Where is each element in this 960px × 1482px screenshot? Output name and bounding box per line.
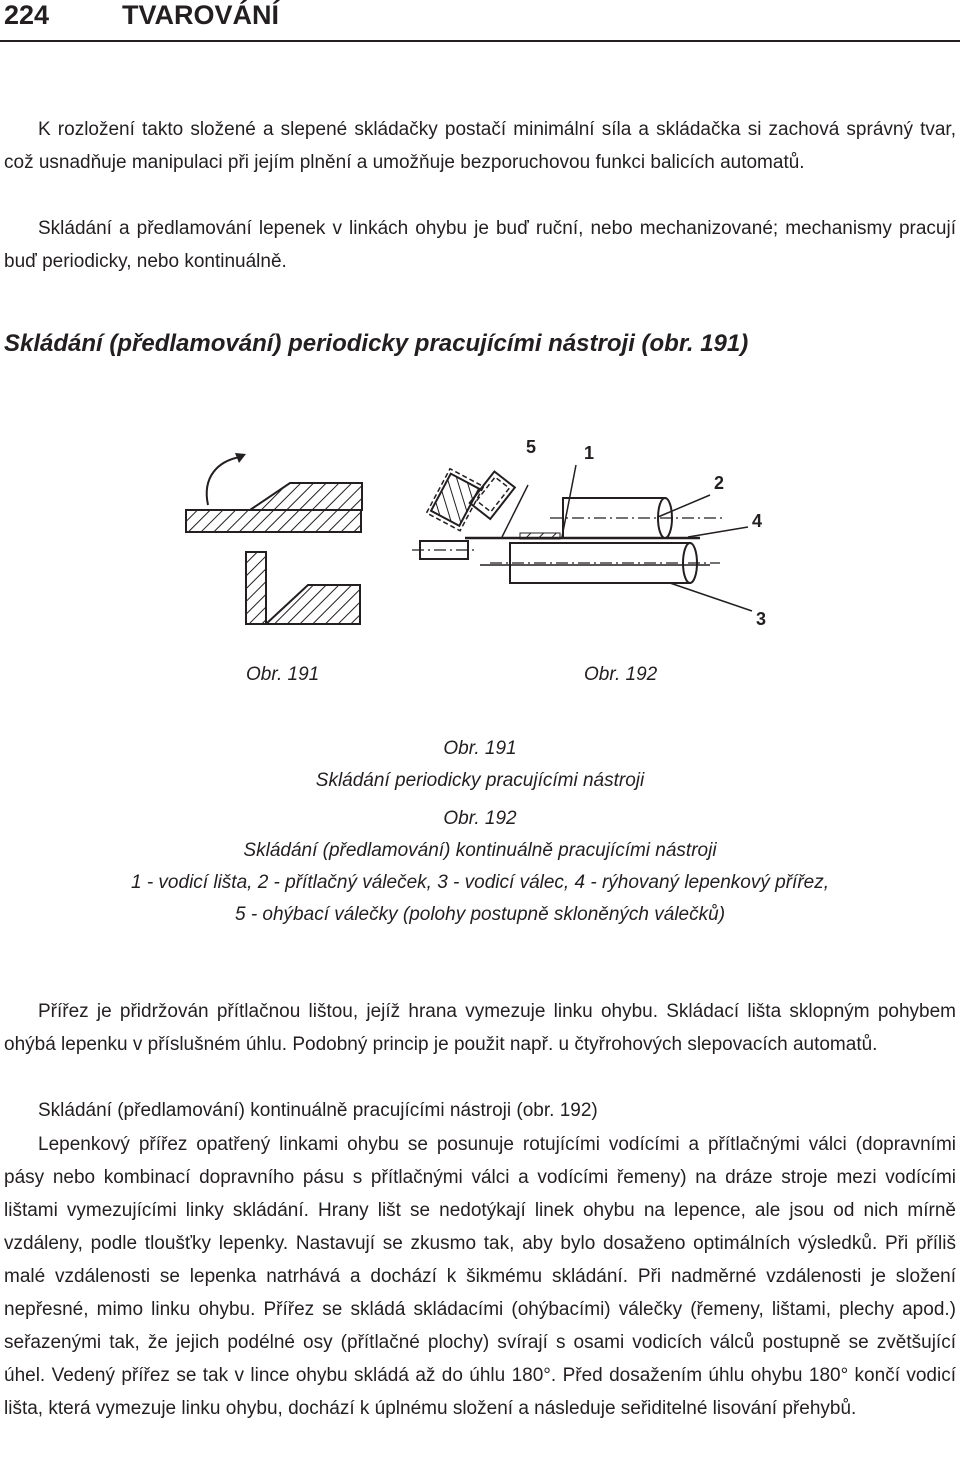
folding-bar-lower: [266, 585, 360, 624]
figure-191-192: [180, 425, 790, 695]
figure-captions: [0, 733, 960, 931]
figure-label-192: Obr. 192: [584, 664, 658, 685]
body-paragraph-3: Lepenkový přířez opatřený linkami ohybu se posunuje rotujícími vodícími a přítlačnými válci (dopravními pásy nebo kombinací dopravního pásu s přítlačnými válci a vodícími řemeny) na dráze stroje mezi vodícími lištami vymezujícími linky skládání. Hrany lišt se nedotýkají linek ohybu na lepence, ale jsou od nich mírně vzdáleny, podle tloušťky lepenky. Nastavují se zkusmo tak, aby bylo dosaženo optimálních výsledků. Při příliš malé vzdálenosti se lepenka natrhává a dochází k šikmému skládání. Při nadměrné vzdálenosti je složení nepřesné, mimo linku ohybu. Přířez se skládá skládacími (ohýbacími) válečky (řemeny, lištami, plechy apod.) seřazenými tak, že jejich podélné osy (přítlačné plochy) svírají s osami vodicích válců postupně se zvětšující úhel. Vedený přířez se tak v lince ohybu skládá až do úhlu 180°. Před dosažením úhlu ohybu 180° končí vodicí lišta, která vymezuje linku ohybu, dochází k úplnému složení a následuje seřiditelné lisování přehybů.: [4, 1134, 956, 1419]
caption-192-title: Obr. 192: [443, 808, 517, 829]
label-5: 5: [526, 437, 537, 457]
folding-roller-outer: [427, 469, 484, 531]
caption-191-title: Obr. 191: [443, 738, 517, 759]
page-header: [0, 0, 960, 40]
caption-192-legend-1: 1 - vodicí lišta, 2 - přítlačný váleček, 3 - vodicí válec, 4 - rýhovaný lepenkový přířez,: [130, 872, 829, 893]
folding-roller-inner: [470, 471, 515, 519]
body-paragraph-2: Skládání (předlamování) kontinuálně pracujícími nástroji (obr. 192): [38, 1100, 598, 1121]
figure-192-drawing: [412, 437, 766, 629]
label-4: 4: [752, 511, 763, 531]
label-1: 1: [584, 443, 595, 463]
page-number: 224: [4, 0, 50, 30]
caption-192-text: Skládání (předlamování) kontinuálně pracujícími nástroji: [243, 840, 717, 861]
figure-label-191: Obr. 191: [246, 664, 320, 685]
header-rule: [0, 40, 960, 42]
clamping-bar: [186, 510, 361, 532]
folding-tools-diagram: [180, 425, 790, 695]
chapter-title: TVAROVÁNÍ: [122, 0, 280, 30]
rotation-arrow-icon: [207, 457, 240, 505]
label-3: 3: [756, 609, 767, 629]
vertical-bar: [246, 552, 266, 624]
caption-191-text: Skládání periodicky pracujícími nástroji: [315, 770, 645, 791]
score-line: [520, 533, 560, 539]
caption-192-legend-2: 5 - ohýbací válečky (polohy postupně skloněných válečků): [234, 904, 726, 925]
folding-bar-upper: [250, 483, 362, 510]
section-subheading: Skládání (předlamování) periodicky pracujícími nástroji (obr. 191): [4, 330, 749, 357]
body-paragraph-1: Přířez je přidržován přítlačnou lištou, jejíž hrana vymezuje linku ohybu. Skládací lišta sklopným pohybem ohýbá lepenku v příslušném úhlu. Podobný princip je použit např. u čtyřrohových slepovacích automatů.: [4, 1001, 956, 1055]
intro-paragraph-1: K rozložení takto složené a slepené skládačky postačí minimální síla a skládačka si zachová správný tvar, což usnadňuje manipulaci při jejím plnění a umožňuje bezporuchovou funkci balicích automatů.: [4, 119, 956, 173]
intro-paragraph-2: Skládání a předlamování lepenek v linkách ohybu je buď ruční, nebo mechanizované; mechanismy pracují buď periodicky, nebo kontinuálně.: [4, 218, 956, 272]
figure-191-drawing: [186, 453, 362, 624]
label-2: 2: [714, 473, 725, 493]
